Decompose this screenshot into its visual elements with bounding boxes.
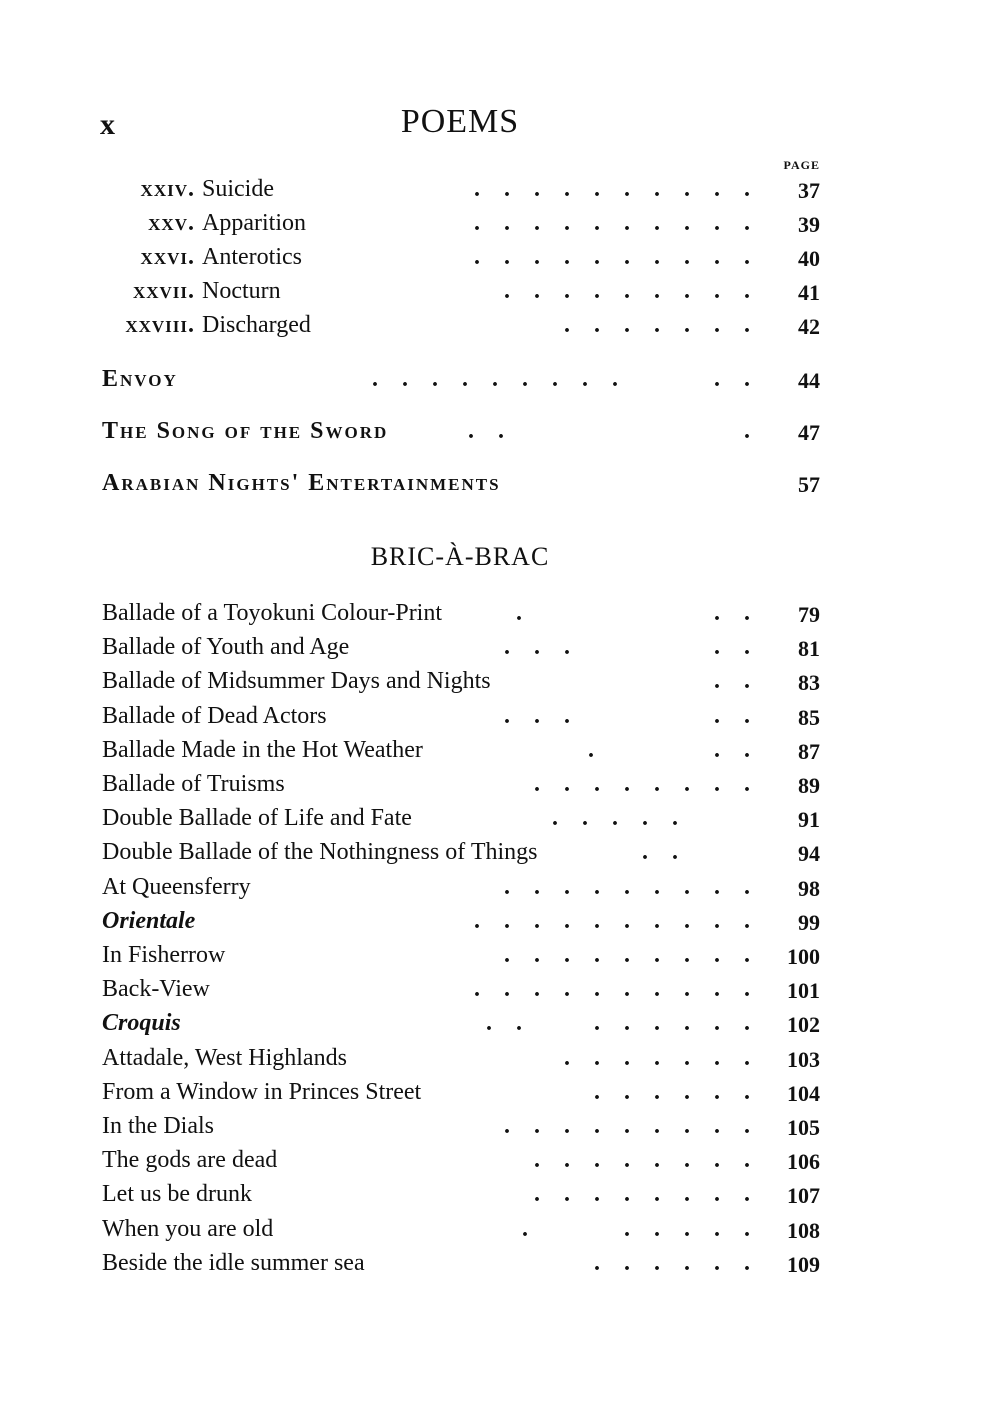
entry-numeral: xxv.	[148, 210, 195, 236]
toc-entry	[100, 703, 820, 735]
toc-entry	[100, 418, 820, 450]
entry-title: Suicide	[202, 176, 274, 202]
entry-title: Ballade of Dead Actors	[102, 702, 327, 729]
dot-leader: . . . . . . . .	[534, 1147, 750, 1174]
entry-title: Croquis	[102, 1010, 181, 1037]
toc-entry	[100, 1147, 820, 1179]
entry-page-number: 99	[798, 909, 820, 935]
dot-leader: . . . . . . .	[564, 312, 750, 338]
entry-title: Double Ballade of the Nothingness of Things	[102, 839, 538, 866]
entry-title: Let us be drunk	[102, 1181, 252, 1208]
dot-leader: . . . . . .	[594, 1078, 750, 1105]
toc-entry	[100, 600, 820, 632]
toc-entry	[100, 1079, 820, 1111]
entry-title: Arabian Nights' Entertainments	[102, 470, 501, 496]
toc-entry	[100, 908, 820, 940]
entry-page-number: 87	[798, 738, 820, 764]
entry-title: Ballade of Youth and Age	[102, 634, 350, 661]
entry-page-number: 106	[787, 1149, 820, 1175]
dot-leader: . .	[642, 839, 750, 866]
entry-title: Anterotics	[202, 244, 302, 270]
dot-leader: . . . . . . . . .	[504, 278, 750, 304]
dot-leader: . . . . . . . . .	[504, 942, 750, 968]
entry-title: Ballade of Midsummer Days and Nights	[102, 668, 491, 695]
dot-leader: . . . . . . . .	[534, 1181, 750, 1208]
toc-entry	[100, 470, 820, 502]
dot-leader: . . . . .	[504, 702, 750, 729]
entry-title: The gods are dead	[102, 1147, 278, 1174]
toc-entry	[100, 1216, 820, 1248]
entry-page-number: 40	[798, 246, 820, 271]
toc-entry	[100, 1010, 820, 1042]
toc-entry	[100, 1250, 820, 1282]
toc-entry	[100, 942, 820, 974]
dot-leader: . . . . . . . . . . .	[372, 366, 750, 392]
running-title: POEMS	[400, 103, 520, 140]
toc-entry	[100, 1045, 820, 1077]
dot-leader: . . . . . .	[594, 1249, 750, 1276]
toc-entry	[100, 1181, 820, 1213]
dot-leader: . . . . .	[504, 634, 750, 661]
entry-page-number: 89	[798, 773, 820, 798]
entry-title: Apparition	[202, 210, 306, 236]
toc-entry	[100, 176, 820, 208]
page-folio: x	[100, 108, 115, 141]
toc-entry	[100, 1113, 820, 1145]
toc-entry	[100, 668, 820, 700]
dot-leader: . . . . . . . . .	[504, 873, 750, 900]
section-heading-bric-a-brac: BRIC-À-BRAC	[370, 542, 550, 571]
entry-title: Beside the idle summer sea	[102, 1249, 365, 1276]
entry-numeral: xxvii.	[132, 278, 195, 304]
entry-numeral: xxiv.	[140, 176, 195, 202]
entry-page-number: 94	[798, 841, 820, 867]
entry-page-number: 47	[798, 420, 820, 445]
entry-title: Ballade Made in the Hot Weather	[102, 736, 423, 763]
toc-entry	[100, 976, 820, 1008]
dot-leader: . . . . . . . . . .	[474, 976, 750, 1003]
toc-entry	[100, 737, 820, 769]
entry-page-number: 102	[787, 1012, 820, 1038]
entry-title: In the Dials	[102, 1113, 214, 1139]
entry-page-number: 85	[798, 704, 820, 730]
entry-page-number: 98	[798, 875, 820, 901]
entry-page-number: 104	[787, 1080, 820, 1106]
entry-page-number: 81	[798, 636, 820, 662]
dot-leader: . . . . . . . . .	[504, 1113, 750, 1139]
entry-title: Ballade of Truisms	[102, 771, 285, 797]
dot-leader: . .	[714, 668, 750, 695]
entry-page-number: 103	[787, 1046, 820, 1072]
entry-page-number: 44	[798, 368, 820, 393]
entry-title: Envoy	[102, 366, 178, 392]
entry-page-number: 83	[798, 670, 820, 696]
dot-leader: . . . . . . . . . .	[474, 210, 750, 236]
entry-title: Nocturn	[202, 278, 281, 304]
dot-leader: . . .	[468, 418, 750, 444]
toc-entry	[100, 366, 820, 398]
toc-entry	[100, 278, 820, 310]
toc-entry	[100, 634, 820, 666]
entry-page-number: 101	[787, 978, 820, 1004]
dot-leader: . . . . . . . .	[486, 1010, 750, 1037]
entry-title: The Song of the Sword	[102, 418, 389, 444]
entry-numeral: xxviii.	[125, 312, 195, 338]
entry-page-number: 57	[798, 472, 820, 497]
dot-leader: . . . . . .	[522, 1215, 750, 1242]
entry-title: Back-View	[102, 976, 210, 1003]
toc-entry	[100, 839, 820, 871]
entry-page-number: 100	[787, 944, 820, 969]
page-column-label: PAGE	[783, 158, 820, 172]
entry-page-number: 39	[798, 212, 820, 237]
entry-page-number: 37	[798, 178, 820, 203]
entry-title: From a Window in Princes Street	[102, 1078, 422, 1105]
dot-leader: . . . . .	[552, 805, 750, 832]
entry-page-number: 109	[787, 1251, 820, 1277]
dot-leader: . . . . . . . . . .	[474, 244, 750, 270]
dot-leader: . . .	[516, 600, 750, 626]
entry-title: Orientale	[102, 907, 196, 934]
entry-title: Attadale, West Highlands	[102, 1044, 347, 1071]
entry-page-number: 41	[798, 280, 820, 305]
entry-title: At Queensferry	[102, 873, 251, 900]
toc-entry	[100, 771, 820, 803]
entry-numeral: xxvi.	[140, 244, 195, 270]
dot-leader: . . .	[588, 736, 750, 763]
entry-page-number: 79	[798, 602, 820, 627]
dot-leader: . . . . . . . .	[534, 771, 750, 797]
entry-page-number: 107	[787, 1183, 820, 1209]
entry-page-number: 108	[787, 1217, 820, 1243]
dot-leader: . . . . . . .	[564, 1044, 750, 1071]
entry-title: When you are old	[102, 1215, 274, 1242]
toc-entry	[100, 874, 820, 906]
entry-title: In Fisherrow	[102, 942, 226, 968]
dot-leader: . . . . . . . . . .	[474, 907, 750, 934]
toc-entry	[100, 312, 820, 344]
dot-leader: . . . . . . . . . .	[474, 176, 750, 202]
entry-title: Ballade of a Toyokuni Colour-Print	[102, 600, 443, 626]
entry-page-number: 105	[787, 1115, 820, 1140]
toc-entry	[100, 244, 820, 276]
entry-page-number: 91	[798, 807, 820, 833]
entry-page-number: 42	[798, 314, 820, 339]
entry-title: Double Ballade of Life and Fate	[102, 805, 412, 832]
toc-entry	[100, 210, 820, 242]
entry-title: Discharged	[202, 312, 311, 338]
toc-entry	[100, 805, 820, 837]
